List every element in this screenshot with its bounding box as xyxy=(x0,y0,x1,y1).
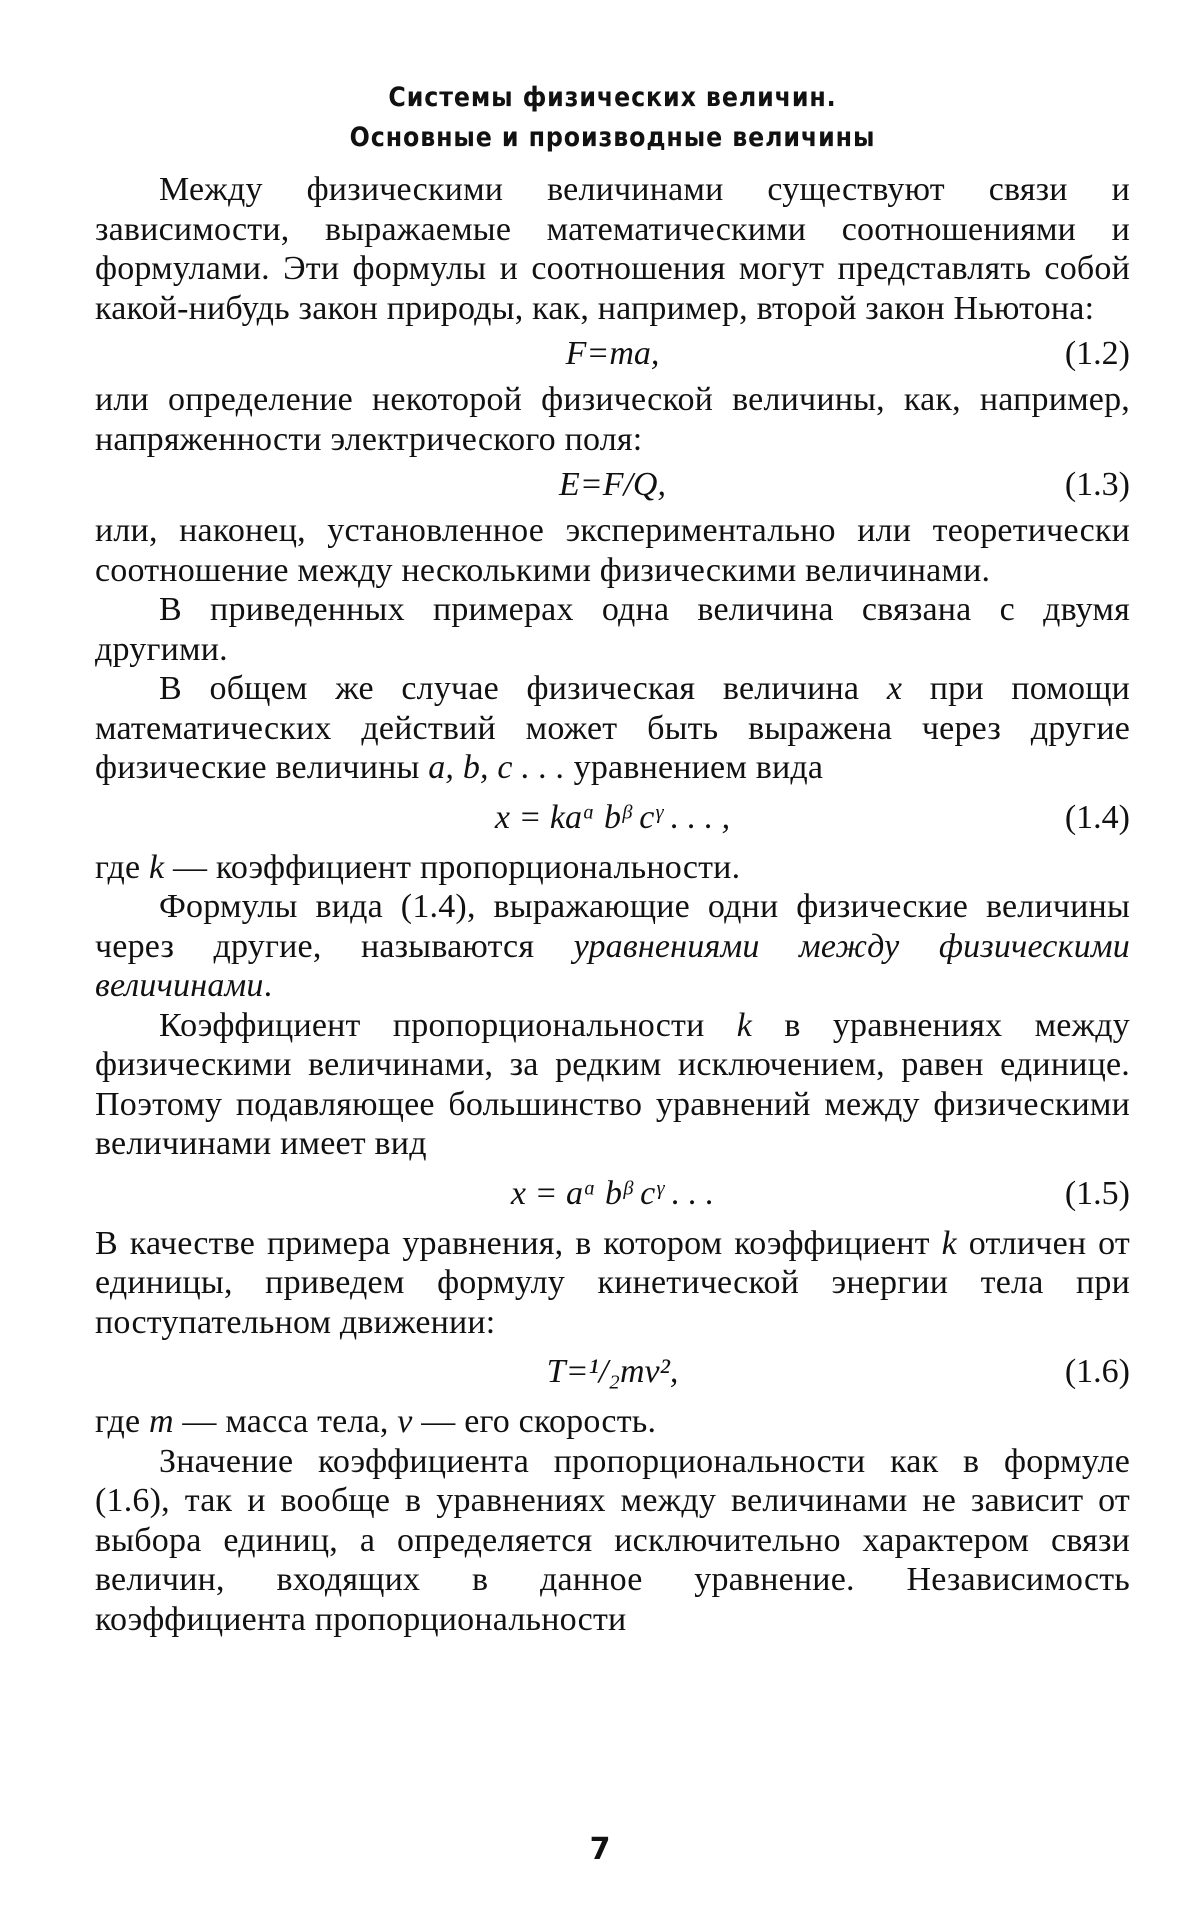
paragraph-4: В приведенных примерах одна величина связана с двумя другими. xyxy=(95,591,1130,668)
var-m: m xyxy=(148,1403,174,1440)
var-v: v xyxy=(397,1403,413,1440)
paragraph-1: Между физическими величинами существуют связи и зависимости, выражаемые математическими соотношениями и формулами. Эти формулы и соотношения могут представлять собой какой-нибудь закон природы, как, например, второй закон Ньютона: xyxy=(95,171,1130,327)
equation-1-2 xyxy=(95,328,1130,380)
equation-number: (1.5) xyxy=(1064,1174,1130,1212)
equation-1-4 xyxy=(95,788,1130,848)
equation-1-6 xyxy=(95,1342,1130,1402)
equation-1-3 xyxy=(95,459,1130,511)
page-number: 7 xyxy=(589,1832,611,1867)
equation-number: (1.2) xyxy=(1064,335,1130,372)
title-line-1: Системы физических величин. xyxy=(388,82,837,113)
var-k: k xyxy=(736,1006,753,1044)
equation-1-5 xyxy=(95,1164,1130,1224)
paragraph-9: В качестве примера уравнения, в котором коэффициент k отличен от единицы, приведем формулу кинетической энергии тела при поступательном движении: xyxy=(95,1224,1130,1341)
equation-formula: x = kaᵅ bᵝ cᵞ . . . , xyxy=(494,798,731,836)
vars-abc: a, b, c . . . xyxy=(428,749,565,786)
paragraph-5: В общем же случае физическая величина x при помощи математических действий может быть выражена через другие физические величины a, b, c . . . уравнением вида xyxy=(95,670,1130,786)
equation-number: (1.6) xyxy=(1064,1353,1130,1390)
paragraph-3: или, наконец, установленное экспериментально или теоретически соотношение между несколькими физическими величинами. xyxy=(95,512,1130,589)
paragraph-11: Значение коэффициента пропорциональности как в формуле (1.6), так и вообще в уравнениях между величинами не зависит от выбора единиц, а определяется исключительно характером связи величин, входящих в данное уравнение. Независимость коэффициента пропорциональности xyxy=(95,1442,1130,1638)
equation-formula: F=ma, xyxy=(565,335,660,372)
title-line-2: Основные и производные величины xyxy=(349,122,876,153)
equation-number: (1.4) xyxy=(1064,798,1130,836)
paragraph-7: Формулы вида (1.4), выражающие одни физические величины через другие, называются уравнениями между физическими величинами. xyxy=(95,888,1130,1004)
var-x: x xyxy=(886,670,903,707)
equation-formula: E=F/Q, xyxy=(559,466,666,503)
equation-number: (1.3) xyxy=(1064,466,1130,503)
paragraph-6: где k — коэффициент пропорциональности. xyxy=(95,848,741,886)
page-body xyxy=(95,78,1130,1639)
paragraph-10: где m — масса тела, v — его скорость. xyxy=(95,1403,657,1440)
section-title xyxy=(157,78,1068,158)
paragraph-2: или определение некоторой физической величины, как, например, напряженности электрического поля: xyxy=(95,381,1130,458)
emphasis-term: уравнениями между физическими величинами xyxy=(95,927,1130,1004)
var-k: k xyxy=(148,848,165,886)
paragraph-8: Коэффициент пропорциональности k в уравнениях между физическими величинами, за редким исключением, равен единице. Поэтому подавляющее большинство уравнений между физическими величинами имеет вид xyxy=(95,1006,1130,1162)
equation-formula: x = aᵅ bᵝ cᵞ . . . xyxy=(510,1174,715,1212)
equation-formula: T=¹/₂mv², xyxy=(546,1353,679,1390)
var-k: k xyxy=(941,1224,957,1262)
